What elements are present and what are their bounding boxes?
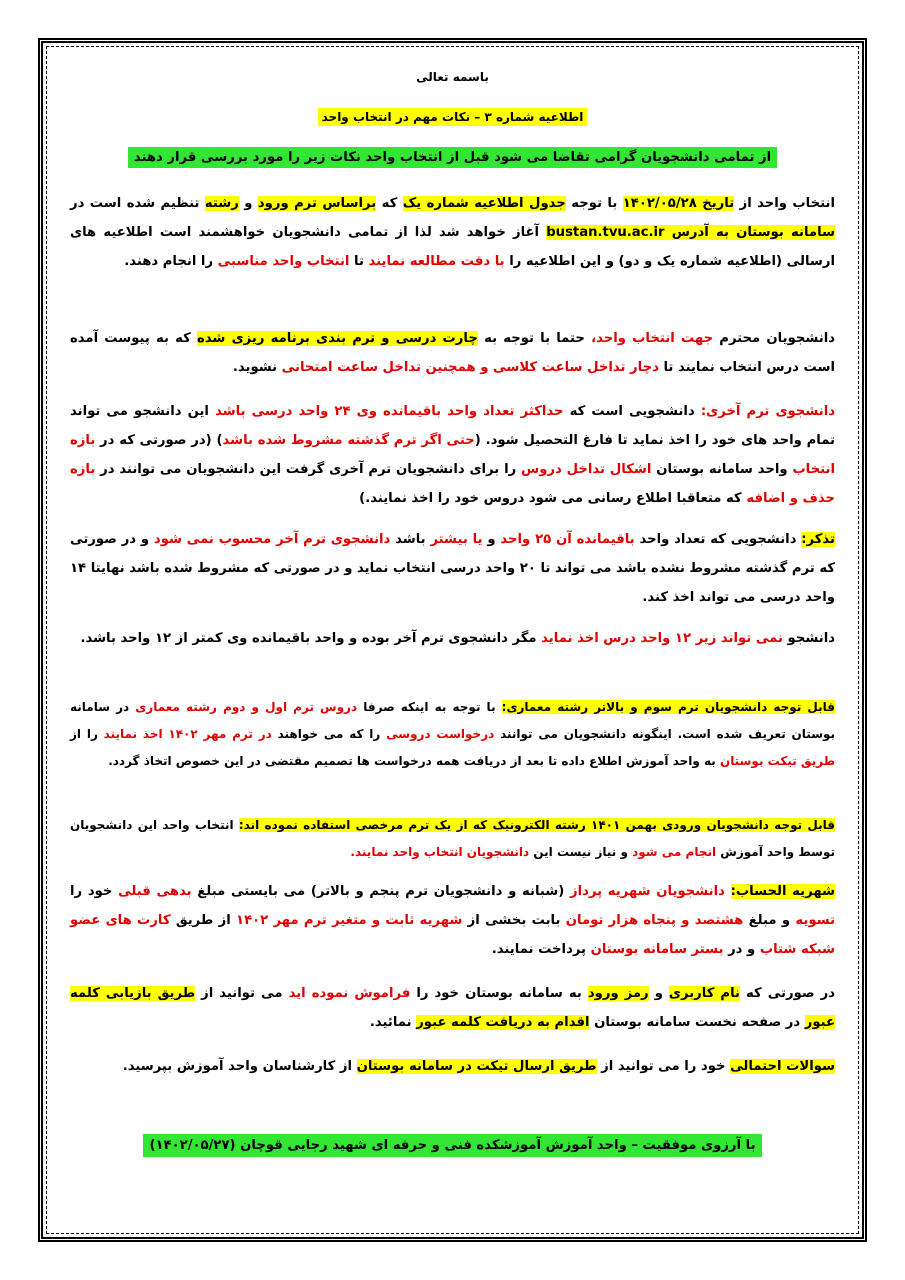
p4-t3: باشد <box>390 532 431 547</box>
p6-t4: را از <box>70 727 104 741</box>
p5-t2: مگر دانشجوی ترم آخر بوده و واحد باقیمانده وی کمتر از ۱۲ واحد باشد. <box>80 631 542 646</box>
p8-r4: هشتصد و پنجاه هزار تومان <box>565 913 744 928</box>
paragraph-schedule <box>70 189 835 276</box>
p2-r1: جهت انتخاب واحد، <box>591 331 714 346</box>
p1-t6: آغاز خواهد شد لذا از تمامی دانشجویان خواهشمند است اطلاعیه های ارسالی (اطلاعیه شماره یک و دو) و این اطلاعیه را <box>70 225 835 269</box>
p6-t5: به واحد آموزش اطلاع داده تا بعد از دریافت همه درخواست ها تصمیم مقتضی در این خصوص اتخاذ گردد. <box>108 754 720 768</box>
p8-t7: پرداخت نمایند. <box>491 942 591 957</box>
p4-t2: و <box>482 532 501 547</box>
p1-t5: تنظیم شده است در <box>70 196 205 211</box>
paragraph-questions <box>70 1052 835 1081</box>
p8-r6: کارت های عضو شبکه شتاب <box>70 913 835 957</box>
paragraph-reminder <box>70 525 835 612</box>
paragraph-chart <box>70 324 835 382</box>
p1-r1: با دقت مطالعه نمایند <box>368 254 505 269</box>
p9-t1: در صورتی که <box>739 986 836 1001</box>
p8-r5: شهریه ثابت و متغیر ترم مهر ۱۴۰۲ <box>236 913 463 928</box>
p9-h1: نام کاربری <box>668 986 740 1001</box>
notice-title <box>60 110 845 124</box>
p1-t2: با توجه <box>565 196 623 211</box>
p2-r2: دچار تداخل ساعت کلاسی و همچنین تداخل ساعت امتحانی <box>281 360 659 375</box>
p9-r2: اقدام به دریافت کلمه عبور <box>416 1015 590 1030</box>
p9-h3: طریق بازیابی کلمه عبور <box>70 986 835 1030</box>
p1-h2: جدول اطلاعیه شماره یک <box>402 196 566 211</box>
p8-t5: از طریق <box>170 913 237 928</box>
p3-t1: دانشجویی است که <box>563 404 701 419</box>
p2-t4: نشوید. <box>232 360 282 375</box>
p3-r6: بازه حذف و اضافه <box>70 462 835 506</box>
p8-t4: بابت بخشی از <box>462 913 566 928</box>
p10-h1: سوالات احتمالی <box>730 1059 835 1074</box>
p8-h1: شهریه الحساب: <box>730 884 836 899</box>
p3-r2: حداکثر تعداد واحد باقیمانده وی ۲۴ واحد درسی باشد <box>215 404 564 419</box>
p2-h1: چارت درسی و ترم بندی برنامه ریزی شده <box>197 331 478 346</box>
p9-h2: رمز ورود <box>587 986 649 1001</box>
paragraph-tuition <box>70 877 835 964</box>
p1-h3: براساس ترم ورود <box>257 196 377 211</box>
p1-h1: تاریخ ۱۴۰۲/۰۵/۲۸ <box>622 196 735 211</box>
bismillah <box>60 70 845 84</box>
p3-r4: بازه انتخاب <box>70 433 835 477</box>
p9-t3: به سامانه بوستان خود را <box>410 986 588 1001</box>
p5-t1: دانشجو <box>782 631 835 646</box>
intro-text: از تمامی دانشجویان گرامی تقاضا می شود قبل از انتخاب واحد نکات زیر را مورد بررسی قرار دهند <box>128 147 777 168</box>
paragraph-final-term <box>70 397 835 513</box>
p8-r7: بستر سامانه بوستان <box>590 942 724 957</box>
p7-r2: دانشجویان انتخاب واحد نمایند. <box>350 845 530 859</box>
p7-t2: و نیاز نیست این <box>529 845 633 859</box>
p9-t5: در صفحه نخست سامانه بوستان <box>589 1015 805 1030</box>
p8-t2: خود را <box>70 884 119 899</box>
closing-text: با آرزوی موفقیت – واحد آموزش آموزشکده فنی و حرفه ای شهید رجایی قوچان (۱۴۰۲/۰۵/۲۷) <box>143 1134 761 1157</box>
p6-r4: طریق تیکت بوستان <box>719 754 835 768</box>
p7-t1: انتخاب واحد این دانشجویان توسط واحد آموزش <box>70 818 835 859</box>
p1-t7: تا <box>349 254 369 269</box>
p9-r1: فراموش نموده اید <box>288 986 411 1001</box>
p8-r1: دانشجویان شهریه پرداز <box>570 884 731 899</box>
p1-h4: رشته <box>204 196 239 211</box>
paragraph-password <box>70 979 835 1037</box>
p7-r1: انجام می شود <box>632 845 717 859</box>
p6-t1: با توجه به اینکه صرفا <box>357 700 502 714</box>
p1-h5: سامانه بوستان به آدرس bustan.tvu.ac.ir <box>546 225 836 240</box>
p4-r2: یا بیشتر <box>430 532 483 547</box>
p4-t1: دانشجویی که تعداد واحد <box>634 532 802 547</box>
bismillah-text: باسمه تعالی <box>416 70 489 84</box>
p2-t1: دانشجویان محترم <box>713 331 836 346</box>
paragraph-min-units <box>70 624 835 653</box>
p6-r2: درخواست دروسی <box>386 727 495 741</box>
p1-t8: را انجام دهند. <box>124 254 218 269</box>
p4-r1: باقیمانده آن ۲۵ واحد <box>500 532 635 547</box>
p10-h2: طریق ارسال تیکت در سامانه بوستان <box>356 1059 597 1074</box>
p8-t1: (شبانه و دانشجویان ترم پنجم و بالاتر) می بایستی مبلغ <box>191 884 571 899</box>
p3-t4: واحد سامانه بوستان <box>651 462 793 477</box>
p8-t3: و مبلغ <box>743 913 796 928</box>
p6-r1: دروس ترم اول و دوم رشته معماری <box>135 700 358 714</box>
paragraph-architecture <box>70 694 835 775</box>
p6-t3: را که می خواهند <box>271 727 387 741</box>
p1-t1: انتخاب واحد از <box>734 196 835 211</box>
p8-r3: تسویه <box>795 913 835 928</box>
p9-t2: و <box>648 986 669 1001</box>
p10-t1: خود را می توانید از <box>596 1059 731 1074</box>
p3-r1: دانشجوی ترم آخری: <box>700 404 835 419</box>
p6-r3: در ترم مهر ۱۴۰۲ اخذ نمایند <box>103 727 272 741</box>
intro <box>60 150 845 165</box>
p8-r2: بدهی قبلی <box>118 884 192 899</box>
document-page <box>60 62 845 1202</box>
paragraph-electronics <box>70 812 835 866</box>
notice-title-text: اطلاعیه شماره ۳ – نکات مهم در انتخاب واحد <box>318 108 588 126</box>
closing <box>60 1138 845 1153</box>
p3-r3: حتی اگر ترم گذشته مشروط شده باشد <box>222 433 475 448</box>
p3-r5: اشکال تداخل دروس <box>521 462 652 477</box>
p3-t2: این دانشجو می تواند تمام واحد های خود را اخذ نماید تا فارغ التحصیل شود. ( <box>70 404 835 448</box>
p4-r3: دانشجوی ترم آخر محسوب نمی شود <box>153 532 391 547</box>
p6-t2: در سامانه بوستان تعریف شده است. اینگونه دانشجویان می توانند <box>70 700 836 741</box>
p1-r2: انتخاب واحد مناسبی <box>217 254 350 269</box>
p3-t5: را برای دانشجویان ترم آخری گرفت این دانشجویان می توانند در <box>95 462 522 477</box>
p5-r1: نمی تواند زیر ۱۲ واحد درس اخذ نماید <box>541 631 783 646</box>
p4-t4: و در صورتی که ترم گذشته مشروط نشده باشد می تواند تا ۲۰ واحد درسی انتخاب نماید و در صورتی که مشروط شده باشد نهایتا ۱۴ واحد درسی می تواند اخذ کند. <box>70 532 835 605</box>
p4-h1: تذکر: <box>801 532 835 547</box>
p6-h1: قابل توجه دانشجویان ترم سوم و بالاتر رشته معماری: <box>501 700 836 714</box>
p10-t2: از کارشناسان واحد آموزش بپرسید. <box>122 1059 357 1074</box>
p7-h1: قابل توجه دانشجویان ورودی بهمن ۱۴۰۱ رشته الکترونیک که از یک ترم مرخصی استفاده نموده اند: <box>238 818 835 832</box>
p1-t3: که <box>376 196 403 211</box>
p9-t4: می توانید از <box>195 986 289 1001</box>
p1-t4: و <box>238 196 258 211</box>
p3-t3: ) (در صورتی که در <box>95 433 223 448</box>
p9-t6: نمائید. <box>369 1015 417 1030</box>
p8-t6: و در <box>723 942 760 957</box>
p2-t2: حتما با توجه به <box>477 331 592 346</box>
p2-t3: که به پیوست آمده است درس انتخاب نمایند تا <box>70 331 835 375</box>
p3-t6: که متعاقبا اطلاع رسانی می شود دروس خود را اخذ نمایند.) <box>359 491 747 506</box>
